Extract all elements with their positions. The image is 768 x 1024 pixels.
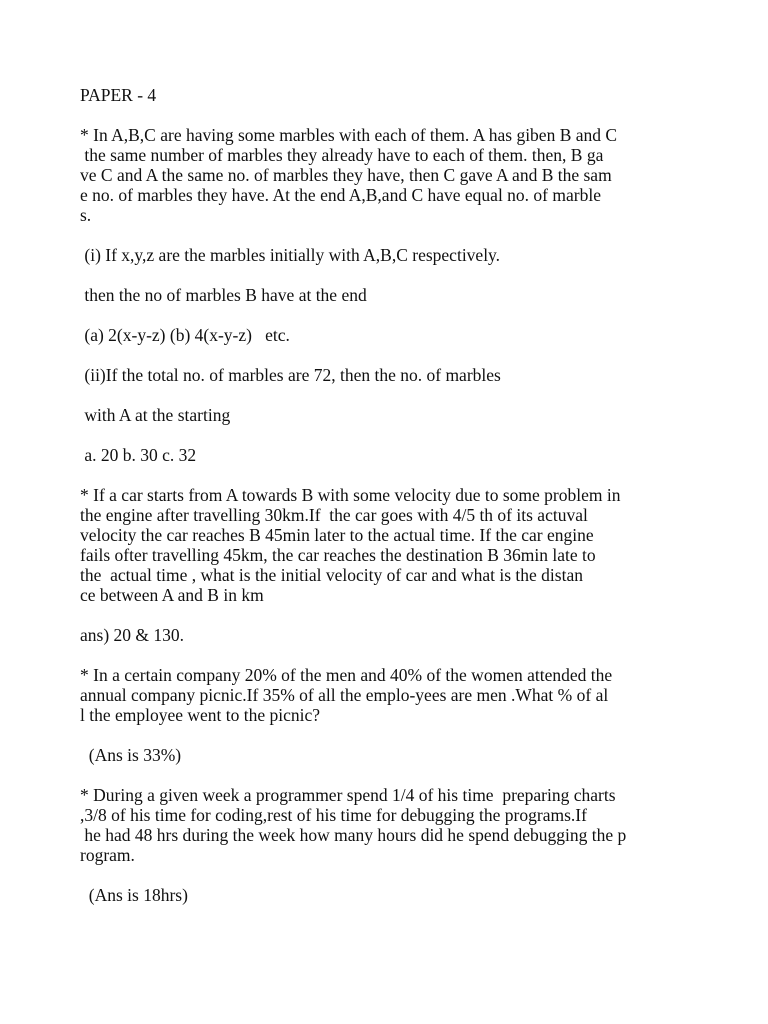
- answer-options: a. 20 b. 30 c. 32: [80, 445, 197, 465]
- answer-text: (Ans is 18hrs): [80, 885, 188, 905]
- question-text-line: the engine after travelling 30km.If the car goes with 4/5 th of its actuval: [80, 505, 588, 525]
- answer-options: (a) 2(x-y-z) (b) 4(x-y-z) etc.: [80, 325, 290, 345]
- sub-question: then the no of marbles B have at the end: [80, 285, 367, 305]
- question-text-line: annual company picnic.If 35% of all the emplo-yees are men .What % of al: [80, 685, 609, 705]
- answer-text: (Ans is 33%): [80, 745, 182, 765]
- question-text-line: rogram.: [80, 845, 135, 865]
- question-text-line: the actual time , what is the initial velocity of car and what is the distan: [80, 565, 583, 585]
- question-text-line: * If a car starts from A towards B with some velocity due to some problem in: [80, 485, 621, 505]
- question-text-line: he had 48 hrs during the week how many hours did he spend debugging the p: [80, 825, 627, 845]
- question-text-line: l the employee went to the picnic?: [80, 705, 321, 725]
- question-text-line: * In a certain company 20% of the men and 40% of the women attended the: [80, 665, 613, 685]
- question-text-line: velocity the car reaches B 45min later to the actual time. If the car engine: [80, 525, 594, 545]
- paper-title: PAPER - 4: [80, 85, 157, 105]
- answer-text: ans) 20 & 130.: [80, 625, 185, 645]
- sub-question: (ii)If the total no. of marbles are 72, then the no. of marbles: [80, 365, 501, 385]
- question-text-line: s.: [80, 205, 92, 225]
- question-text-line: * During a given week a programmer spend 1/4 of his time preparing charts: [80, 785, 616, 805]
- question-text-line: ,3/8 of his time for coding,rest of his time for debugging the programs.If: [80, 805, 587, 825]
- question-text-line: * In A,B,C are having some marbles with each of them. A has giben B and C: [80, 125, 618, 145]
- question-text-line: ce between A and B in km: [80, 585, 264, 605]
- sub-question: (i) If x,y,z are the marbles initially with A,B,C respectively.: [80, 245, 501, 265]
- question-text-line: ve C and A the same no. of marbles they have, then C gave A and B the sam: [80, 165, 612, 185]
- question-text-line: the same number of marbles they already have to each of them. then, B ga: [80, 145, 604, 165]
- question-text-line: fails ofter travelling 45km, the car reaches the destination B 36min late to: [80, 545, 596, 565]
- sub-question: with A at the starting: [80, 405, 231, 425]
- question-text-line: e no. of marbles they have. At the end A,B,and C have equal no. of marble: [80, 185, 601, 205]
